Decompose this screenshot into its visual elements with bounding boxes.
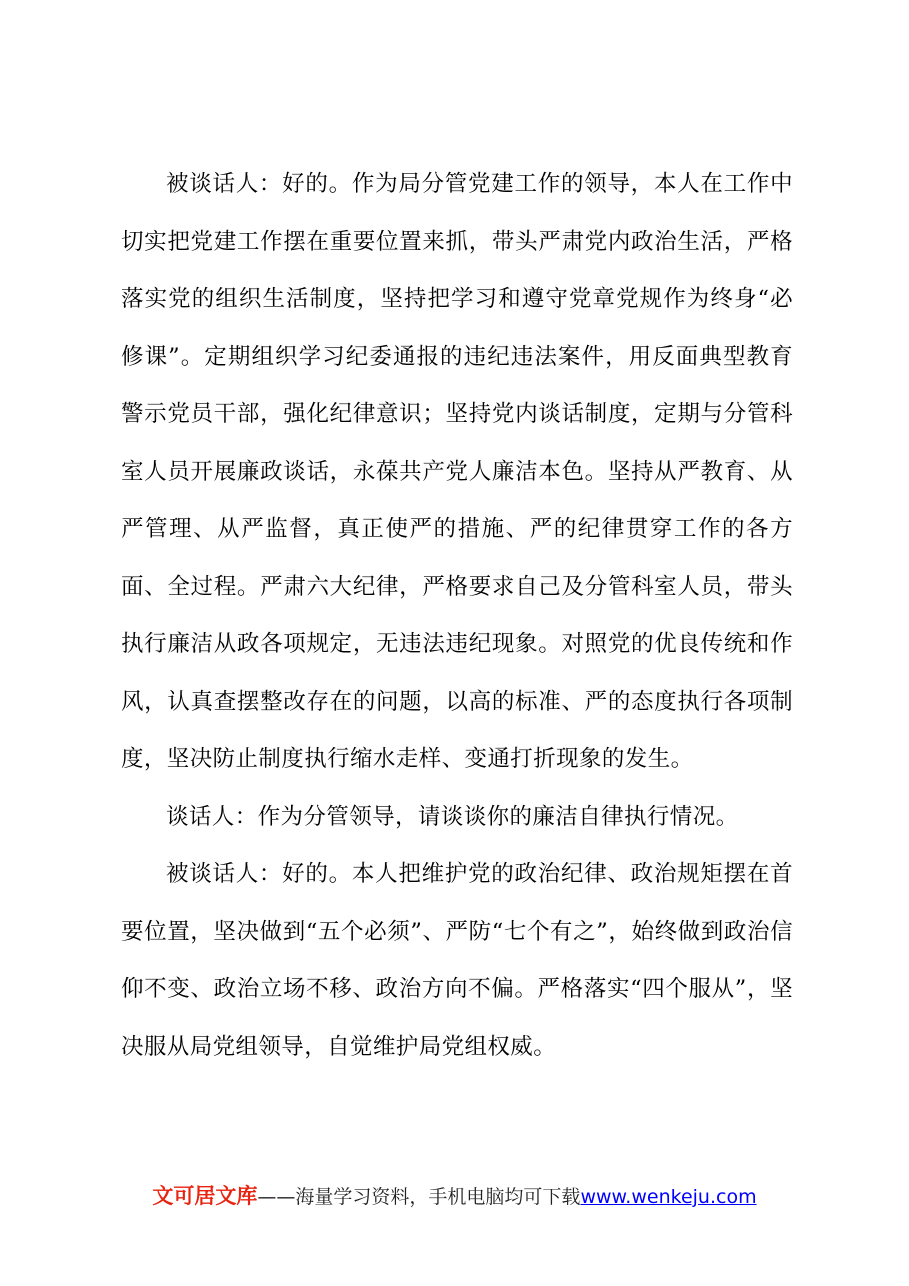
document-body: [121, 156, 793, 1076]
paragraph-1: 被谈话人：好的。作为局分管党建工作的领导，本人在工作中切实把党建工作摆在重要位置来抓，带头严肃党内政治生活，严格落实党的组织生活制度，坚持把学习和遵守党章党规作为终身“必修课”。定期组织学习纪委通报的违纪违法案件，用反面典型教育警示党员干部，强化纪律意识；坚持党内谈话制度，定期与分管科室人员开展廉政谈话，永葆共产党人廉洁本色。坚持从严教育、从严管理、从严监督，真正使严的措施、严的纪律贯穿工作的各方面、全过程。严肃六大纪律，严格要求自己及分管科室人员，带头执行廉洁从政各项规定，无违法违纪现象。对照党的优良传统和作风，认真查摆整改存在的问题，以高的标准、严的态度执行各项制度，坚决防止制度执行缩水走样、变通打折现象的发生。: [121, 171, 793, 772]
footer-website-link[interactable]: www.wenkeju.com: [580, 1186, 757, 1208]
paragraph-3: 被谈话人：好的。本人把维护党的政治纪律、政治规矩摆在首要位置，坚决做到“五个必须”、严防“七个有之”，始终做到政治信仰不变、政治立场不移、政治方向不偏。严格落实“四个服从”，坚决服从局党组领导，自觉维护局党组权威。: [121, 861, 793, 1060]
footer-banner: [0, 1180, 909, 1213]
paragraph-2: 谈话人：作为分管领导，请谈谈你的廉洁自律执行情况。: [166, 803, 739, 830]
footer-tagline: ——海量学习资料，手机电脑均可下载: [257, 1186, 581, 1208]
footer-brand: 文可居文库: [152, 1184, 258, 1208]
